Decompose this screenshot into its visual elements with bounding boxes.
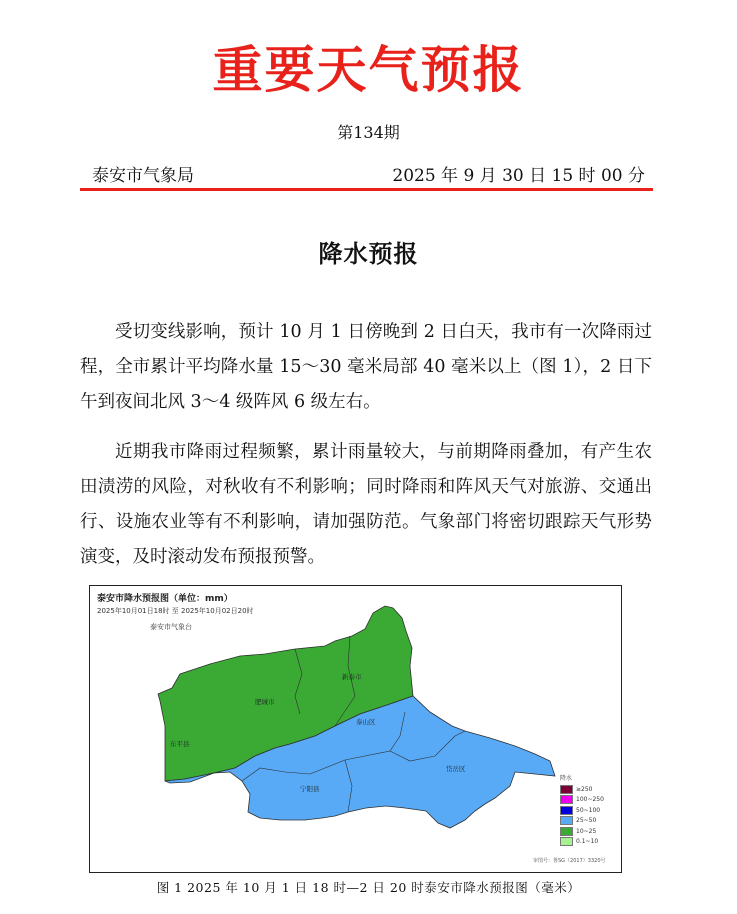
map-legend xyxy=(560,773,616,847)
district-label-daiyue: 岱岳区 xyxy=(446,765,466,773)
document-title: 降水预报 xyxy=(318,240,419,268)
district-label-taishan: 泰山区 xyxy=(356,718,376,726)
legend-label: 0.1~10 xyxy=(576,838,599,846)
legend-item xyxy=(560,816,616,827)
header-divider xyxy=(80,188,653,191)
map-agency: 泰安市气象台 xyxy=(150,623,192,631)
legend-label: 10~25 xyxy=(576,827,597,835)
legend-item xyxy=(560,795,616,806)
issuer: 泰安市气象局 xyxy=(92,166,194,186)
issue-number: 第134期 xyxy=(337,123,400,142)
precipitation-map xyxy=(89,585,622,873)
legend-swatch xyxy=(560,827,573,836)
district-label-dongping: 东平县 xyxy=(170,740,190,748)
legend-label: 100~250 xyxy=(576,796,604,804)
figure-caption: 图 1 2025 年 10 月 1 日 18 时—2 日 20 时泰安市降水预报图（毫米） xyxy=(156,880,581,895)
legend-label: ≥250 xyxy=(576,785,593,793)
map-period: 2025年10月01日18时 至 2025年10月02日20时 xyxy=(97,607,254,615)
legend-title: 降水 xyxy=(560,775,573,782)
legend-swatch xyxy=(560,795,573,804)
legend-swatch xyxy=(560,837,573,846)
legend-swatch xyxy=(560,785,573,794)
legend-item xyxy=(560,805,616,816)
map-title: 泰安市降水预报图（单位：mm） xyxy=(97,594,233,604)
district-label-xintai: 新泰市 xyxy=(342,673,362,681)
document-header-title: 重要天气预报 xyxy=(212,41,525,99)
legend-item xyxy=(560,837,616,848)
map-approval-number: 审图号：鲁SG（2017）3320号 xyxy=(533,858,606,864)
legend-item xyxy=(560,784,616,795)
paragraph-forecast: 受切变线影响，预计 10 月 1 日傍晚到 2 日白天，我市有一次降雨过程，全市累计平均降水量 15～30 毫米局部 40 毫米以上（图 1），2 日下午到夜间北风 3～4 级阵风 6 级左右。 xyxy=(80,322,652,412)
legend-label: 25~50 xyxy=(576,817,597,825)
legend-label: 50~100 xyxy=(576,806,601,814)
issue-datetime: 2025 年 9 月 30 日 15 时 00 分 xyxy=(392,166,645,186)
district-label-ningyang: 宁阳县 xyxy=(300,785,320,793)
legend-swatch xyxy=(560,806,573,815)
district-label-feicheng: 肥城市 xyxy=(255,698,275,706)
paragraph-impact: 近期我市降雨过程频繁，累计雨量较大，与前期降雨叠加，有产生农田渍涝的风险，对秋收有不利影响；同时降雨和阵风天气对旅游、交通出行、设施农业等有不利影响，请加强防范。气象部门将密切跟踪天气形势演变，及时滚动发布预报预警。 xyxy=(80,442,652,567)
legend-swatch xyxy=(560,816,573,825)
legend-item xyxy=(560,826,616,837)
